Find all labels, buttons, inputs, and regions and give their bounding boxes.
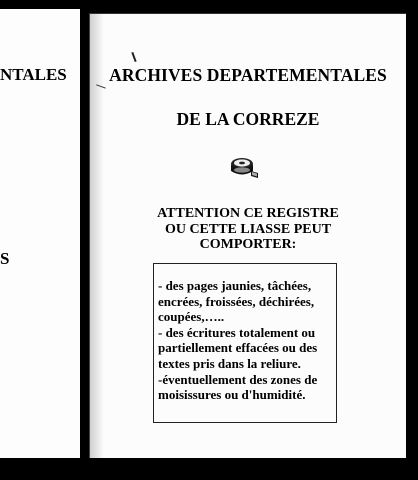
warning-box <box>153 263 337 423</box>
archive-subtitle: DE LA CORREZE <box>176 109 320 129</box>
archive-title: ARCHIVES DEPARTEMENTALES <box>109 65 387 85</box>
film-reel-icon <box>227 155 261 181</box>
left-page <box>0 9 82 458</box>
attention-line: COMPORTER: <box>199 237 297 252</box>
pen-mark <box>131 52 136 62</box>
attention-line: ATTENTION CE REGISTRE <box>157 206 339 221</box>
attention-line: OU CETTE LIASSE PEUT <box>164 221 332 237</box>
warning-line: -éventuellement des zones de <box>158 371 318 387</box>
right-page <box>89 13 406 458</box>
warning-line: moisissures ou d'humidité. <box>158 387 306 403</box>
warning-line: textes pris dans la reliure. <box>158 355 301 371</box>
warning-line: partiellement effacées ou des <box>158 340 318 356</box>
attention-notice <box>90 206 406 253</box>
left-page-fragment-top: NTALES <box>0 65 67 84</box>
page-gutter <box>80 9 88 458</box>
warning-line: - des écritures totalement ou <box>158 324 316 340</box>
left-page-fragment-bottom: S <box>0 249 10 268</box>
warning-line: encrées, froissées, déchirées, <box>158 293 315 309</box>
warning-line: - des pages jaunies, tâchées, <box>158 278 312 293</box>
warning-line: coupées,….. <box>158 309 225 325</box>
